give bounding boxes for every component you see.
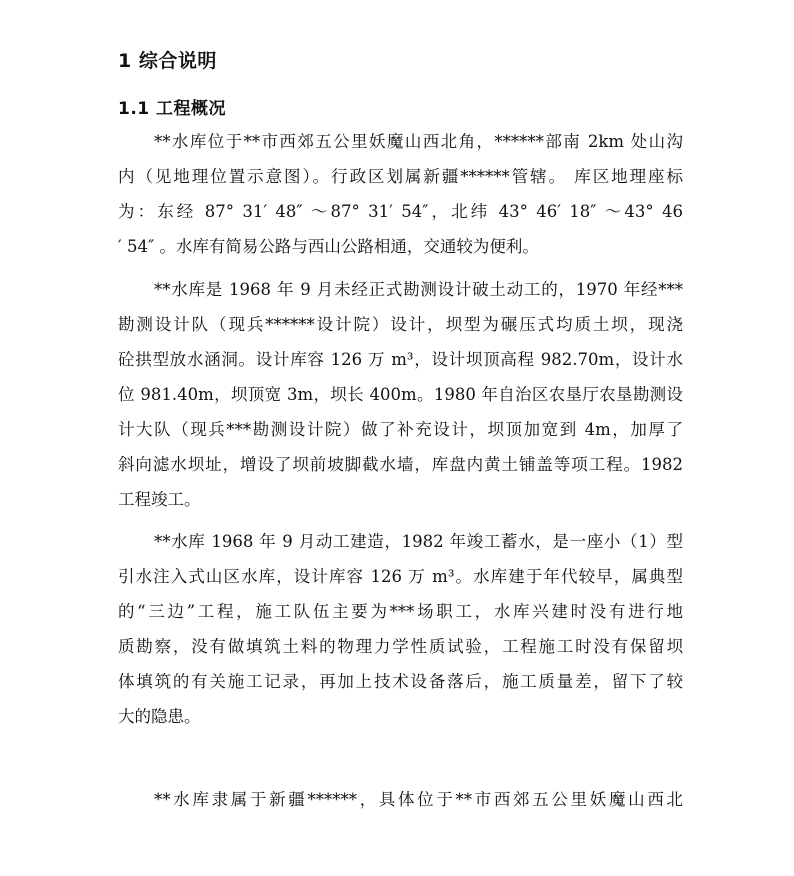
paragraph-line: 大的隐患。 [118, 707, 201, 726]
section-heading: 1 综合说明 [118, 50, 217, 72]
paragraph-line: 砼拱型放水涵洞。设计库容 126 万 m³，设计坝顶高程 982.70m，设计水 [118, 350, 683, 369]
subsection-heading: 1.1 工程概况 [118, 99, 227, 119]
paragraph-line: ′ 54″ 。水库有简易公路与西山公路相通，交通较为便利。 [118, 237, 539, 256]
paragraph-line: 斜向滤水坝址，增设了坝前坡脚截水墙，库盘内黄土铺盖等项工程。1982 [118, 455, 683, 474]
paragraph-line: 质勘察，没有做填筑土料的物理力学性质试验，工程施工时没有保留坝 [118, 637, 683, 656]
paragraph-line: **水库是 1968 年 9 月未经正式勘测设计破土动工的，1970 年经*** [154, 280, 683, 299]
paragraph-line: 的“三边”工程，施工队伍主要为***场职工，水库兴建时没有进行地 [118, 602, 683, 621]
paragraph-line: 内（见地理位置示意图）。行政区划属新疆******管辖。 库区地理座标 [118, 167, 683, 186]
paragraph-line: 位 981.40m，坝顶宽 3m，坝长 400m。1980 年自治区农垦厅农垦勘测设 [118, 385, 683, 404]
paragraph-line: 引水注入式山区水库，设计库容 126 万 m³。水库建于年代较早，属典型 [118, 567, 683, 586]
paragraph-line: 勘测设计队（现兵******设计院）设计，坝型为碾压式均质土坝，现浇 [118, 315, 683, 334]
paragraph-line: 体填筑的有关施工记录，再加上技术设备落后，施工质量差，留下了较 [118, 672, 683, 691]
paragraph-construction [118, 524, 683, 734]
paragraph-line: 工程竣工。 [118, 490, 201, 509]
paragraph-line: **水库 1968 年 9 月动工建造，1982 年竣工蓄水，是一座小（1）型 [154, 532, 683, 551]
paragraph-line: **水库隶属于新疆******，具体位于**市西郊五公里妖魔山西北 [154, 790, 683, 809]
paragraph-line: 计大队（现兵***勘测设计院）做了补充设计，坝顶加宽到 4m，加厚了 [118, 420, 683, 439]
paragraph-line: 为：东经 87° 31′ 48″ ～87° 31′ 54″，北纬 43° 46′ 18″ ～43° 46 [118, 202, 683, 221]
paragraph-line: **水库位于**市西郊五公里妖魔山西北角，******部南 2km 处山沟 [154, 132, 683, 151]
paragraph-history [118, 272, 683, 517]
paragraph-location [118, 124, 683, 264]
paragraph-affiliation [118, 782, 683, 817]
